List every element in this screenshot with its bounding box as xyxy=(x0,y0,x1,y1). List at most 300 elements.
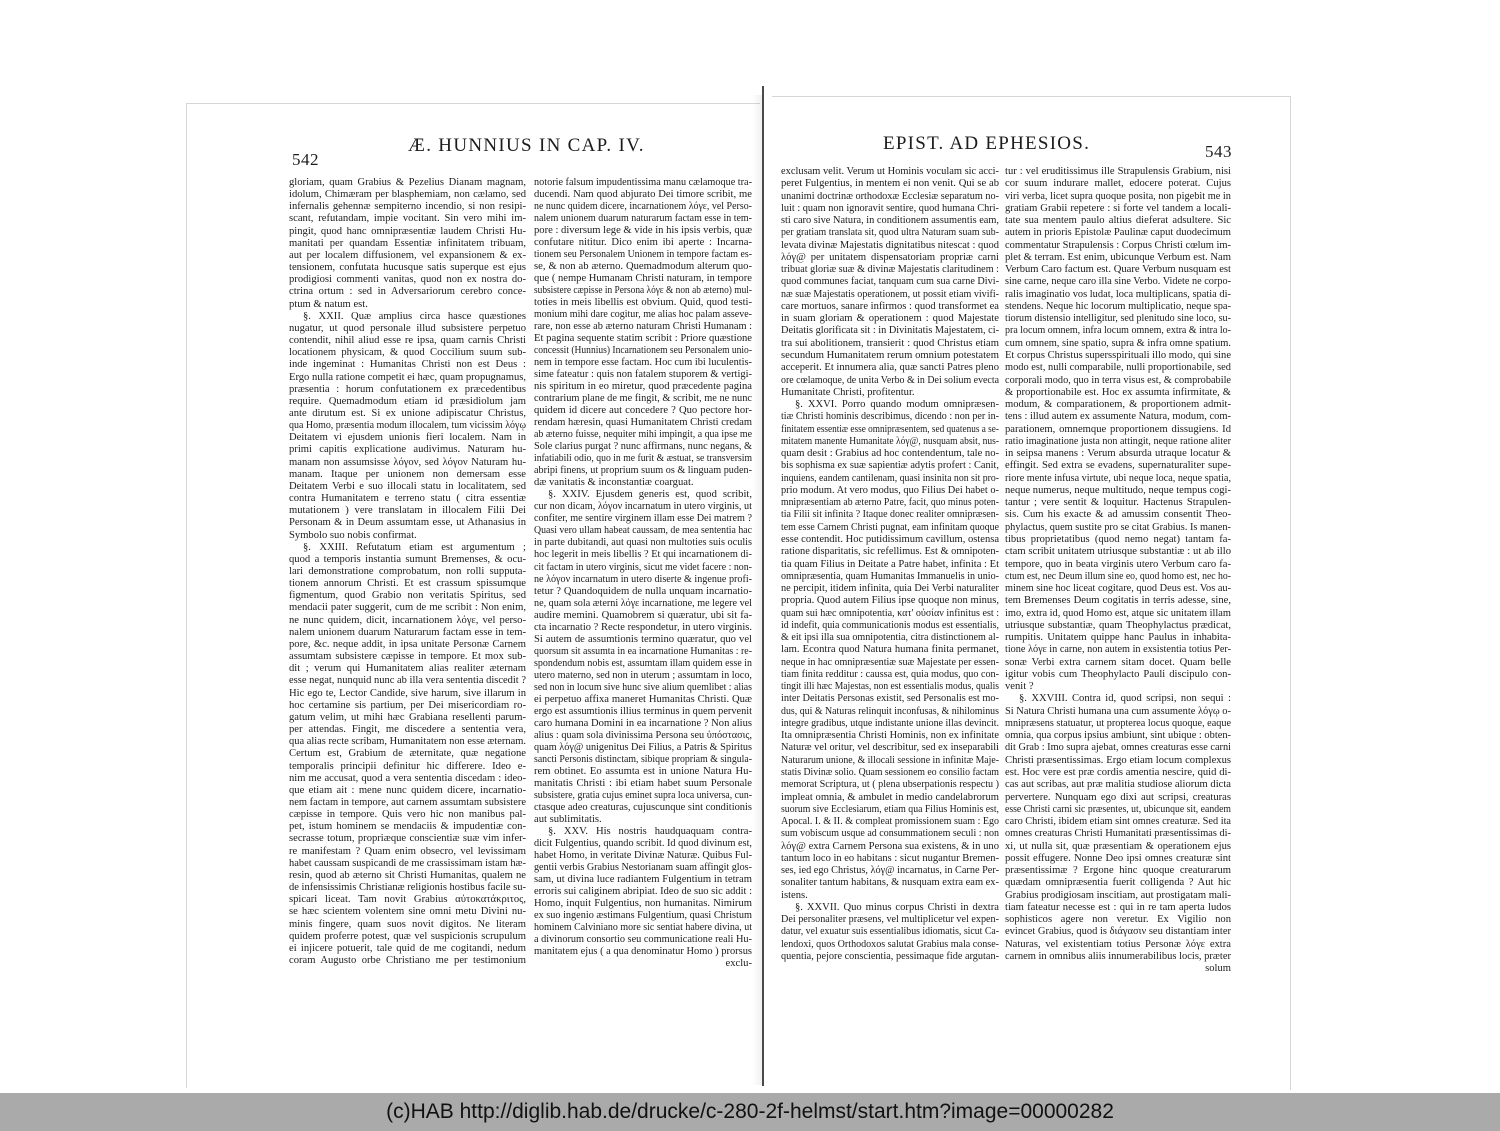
text-line xyxy=(534,742,752,754)
right-running-head: EPIST. AD EPHESIOS. xyxy=(883,133,1091,154)
text-line xyxy=(289,833,526,845)
text-line xyxy=(289,493,526,505)
line-text: stendens. Neque hic locorum multiplicatio, neque spa- xyxy=(1005,300,1231,312)
line-text: §. XXIV. Ejusdem generis est, quod scribit, xyxy=(548,489,752,501)
line-text: Grabius prodigiosam inscitiam, aut prostigatam mali- xyxy=(1005,889,1231,901)
text-line xyxy=(1005,779,1231,791)
line-text: statis Divinæ solio. Quam sessionem eo consilio factam xyxy=(781,767,999,779)
text-line xyxy=(781,460,999,472)
line-text: tate sua mentem paulo altius dieferat adsultere. Sic xyxy=(1005,215,1231,227)
line-text: sancti Personis distinctam, sibique propriam & singula- xyxy=(534,753,752,765)
text-line xyxy=(289,919,526,931)
text-line xyxy=(1005,877,1231,889)
text-line xyxy=(1005,890,1231,902)
text-line xyxy=(289,846,526,858)
line-text: parationem, omnemque proportionem dissugiens. Id xyxy=(1005,423,1231,435)
text-line xyxy=(289,517,526,529)
line-text: Symbolo suo nobis confirmat. xyxy=(289,529,417,541)
text-line xyxy=(1005,755,1231,767)
line-text: hominem Calviniano more sic sentiat habere divina, ut xyxy=(534,921,752,933)
text-line xyxy=(289,335,526,347)
text-line xyxy=(534,465,752,477)
left-page-top-edge xyxy=(186,103,760,104)
text-line xyxy=(289,809,526,821)
text-line xyxy=(1005,595,1231,607)
text-line xyxy=(534,297,752,309)
text-line xyxy=(1005,792,1231,804)
line-text: qua alias recte scribam, Humanitatem non esse æternam. xyxy=(289,736,526,748)
text-line xyxy=(1005,522,1231,534)
text-line xyxy=(781,338,999,350)
line-text: ex suo ingenio æstimans Fulgentium, quasi Christum xyxy=(534,909,752,921)
text-line xyxy=(1005,325,1231,337)
line-text: hoc certamine sis partium, per Dei misericordiam ro- xyxy=(289,699,526,711)
text-line xyxy=(781,841,999,853)
line-text: tione λόγε in carne, non autem in exsistentia totius Per- xyxy=(1005,644,1231,656)
text-line xyxy=(1005,436,1231,448)
line-text: Si autem de assumtionis termino quæratur, quo vel xyxy=(534,633,752,645)
text-line xyxy=(1005,166,1231,178)
line-text: ei perpetuo affixa maneret Humanitas Christi. Quæ xyxy=(534,693,752,705)
text-line xyxy=(534,790,752,802)
line-text: mitatem manente Humanitate λόγ@, nusquam absit, nus- xyxy=(781,435,999,447)
line-text: Deitatis glorificata sit : in Divinitatis Majestatem, ci- xyxy=(781,325,999,337)
line-text: gentii verbis Grabius Nestorianam suam affingit glos- xyxy=(534,861,752,873)
text-line xyxy=(781,853,999,865)
text-line xyxy=(781,178,999,190)
text-line xyxy=(534,525,752,537)
text-line xyxy=(534,778,752,790)
line-text: manitati per quandam Essentiæ infinitatem tribuam, xyxy=(289,237,526,249)
text-line xyxy=(289,359,526,371)
line-text: alius : quam sola divinissima Persona seu ὑπόστασις, xyxy=(534,729,752,741)
text-line xyxy=(289,432,526,444)
line-text: §. XXVII. Quo minus corpus Christi in dextra xyxy=(795,901,999,913)
line-text: pore, &c. neque addit, in ipsa unitate Personæ Carnem xyxy=(289,638,526,650)
text-line xyxy=(781,620,999,632)
text-line xyxy=(534,682,752,694)
line-text: mnipræsentiam ab æterno Patre, facit, quo minus poten- xyxy=(781,497,999,509)
text-line xyxy=(289,299,526,311)
text-line xyxy=(781,632,999,644)
line-text: levata divinæ Majestatis dignitatibus nitescat : quod xyxy=(781,239,999,251)
line-text: prodigiosi commenti vanitas, quod non ex nostra do- xyxy=(289,274,526,286)
line-text: mnipræsens statuatur, ut propterea locus quoque, eaque xyxy=(1005,717,1231,729)
text-line xyxy=(289,761,526,773)
line-text: concessit (Hunnius) Incarnationem seu Personalem unio- xyxy=(534,345,752,357)
text-line xyxy=(1005,460,1231,472)
text-line xyxy=(1005,497,1231,509)
text-line xyxy=(289,712,526,724)
text-line xyxy=(1005,227,1231,239)
text-line xyxy=(781,448,999,460)
text-line xyxy=(781,681,999,693)
text-line xyxy=(1005,387,1231,399)
text-line xyxy=(781,301,999,313)
text-line xyxy=(534,177,752,189)
line-text: contra Humanitatem e terreno statu ( citra essentiæ xyxy=(289,493,526,505)
text-line xyxy=(781,362,999,374)
line-text: dæ vanitatis & inconstantiæ coarguat. xyxy=(534,477,694,489)
text-line xyxy=(534,826,752,838)
line-text: ctum est, nec Deum illum sine eo, quod homo est, nec ho- xyxy=(1005,570,1231,582)
text-line xyxy=(781,252,999,264)
copyright-footer: (c)HAB http://diglib.hab.de/drucke/c-280-2f-helmst/start.htm?image=00000282 xyxy=(0,1093,1500,1131)
line-text: caro humana Domini in ea incarnatione ? Non alius xyxy=(534,717,752,729)
text-line xyxy=(1005,473,1231,485)
left-page-column-2 xyxy=(534,177,752,970)
text-line xyxy=(781,767,999,779)
line-text: manitatem ejus ( a qua denominatur Homo ) prorsus xyxy=(534,946,752,957)
line-text: cum omnem, sine spatio, supra & infra omne spatium. xyxy=(1005,337,1231,349)
text-line xyxy=(781,693,999,705)
text-line xyxy=(534,393,752,405)
text-line xyxy=(289,724,526,736)
text-line xyxy=(1005,951,1231,963)
line-text: neque in hac omnipræsentiæ suæ Majestate per essen- xyxy=(781,656,999,668)
line-text: toties in meis libellis est obvium. Quid, quod testi- xyxy=(534,297,752,309)
text-line xyxy=(1005,841,1231,853)
text-line xyxy=(781,240,999,252)
line-text: Quasi vero ullam habeat caussam, de mea sententia hac xyxy=(534,525,752,537)
text-line xyxy=(534,201,752,213)
text-line xyxy=(534,417,752,429)
text-line xyxy=(289,530,526,542)
line-text: secundum Humanitatem rerum omnium potestatem xyxy=(781,349,999,361)
text-line xyxy=(534,586,752,598)
line-text: Ita omnipræsentia Christi Hominis, non ex infinitate xyxy=(781,730,999,742)
line-text: utriusque substantiæ, quam Theophylactus prædicat, xyxy=(1005,619,1231,631)
text-line xyxy=(289,189,526,201)
text-line xyxy=(1005,338,1231,350)
text-line xyxy=(1005,828,1231,840)
text-line xyxy=(534,934,752,946)
text-line xyxy=(1005,375,1231,387)
text-line xyxy=(1005,620,1231,632)
text-line xyxy=(1005,240,1231,252)
text-line xyxy=(781,730,999,742)
text-line xyxy=(1005,264,1231,276)
text-line xyxy=(534,922,752,934)
line-text: Certum est, Grabium de æternitate, quæ negatione xyxy=(289,748,526,760)
line-text: cor suum indurare mallet, edocere poterat. Cujus xyxy=(1005,178,1231,190)
line-text: ei injicere potuerit, tale quid de me cogitandi, nedum xyxy=(289,942,526,954)
line-text: venit ? xyxy=(1005,681,1034,693)
right-page-number: 543 xyxy=(1205,142,1232,161)
line-text: se, & non ab æterno. Quemadmodum alterum quo- xyxy=(534,261,752,273)
text-line xyxy=(534,189,752,201)
line-text: audire memini. Quamobrem si quæratur, ubi sit fa- xyxy=(534,609,752,621)
text-line xyxy=(781,951,999,963)
line-text: §. XXIII. Refutatum etiam est argumentum ; xyxy=(303,541,526,553)
text-line xyxy=(1005,583,1231,595)
line-text: tra sui abolitionem, transierit : quod Christus etiam xyxy=(781,337,999,349)
text-line xyxy=(781,902,999,914)
text-line xyxy=(534,285,752,297)
line-text: cit factam in utero virginis, sicut me videt facere : non- xyxy=(534,561,752,573)
line-text: manam non assumsisse λόγον, sed λόγον Naturam hu- xyxy=(289,456,526,468)
text-line xyxy=(781,877,999,889)
text-line xyxy=(534,718,752,730)
text-line xyxy=(289,311,526,323)
line-text: Sole clarius purgat ? nunc affirmans, nunc negans, & xyxy=(534,441,752,453)
text-line xyxy=(289,882,526,894)
text-line xyxy=(289,797,526,809)
text-line xyxy=(289,675,526,687)
line-text: tensionem, confutata hucusque satis superque est ejus xyxy=(289,262,526,274)
text-line xyxy=(534,850,752,862)
line-text: sum vobiscum usque ad consummationem seculi : non xyxy=(781,828,999,840)
line-text: tingit illi hæc Majestas, non est essentialis modus, qualis xyxy=(781,681,999,693)
text-line xyxy=(534,405,752,417)
text-line xyxy=(534,658,752,670)
line-text: primi capitis explicatione audivimus. Naturam hu- xyxy=(289,444,526,456)
catchword: solum xyxy=(1205,963,1231,975)
line-text: cta incarnatio ? Recte respondetur, in utero virginis. xyxy=(534,621,752,633)
line-text: aut sublimitatis. xyxy=(534,813,602,825)
line-text: ptum & natum est. xyxy=(289,298,368,310)
line-text: ctasque adeo creaturas, cujuscunque sint conditionis xyxy=(534,801,752,813)
line-text: tiam finita redditur : caussa est, quia modus, quo con- xyxy=(781,668,999,680)
line-text: se hæc scientem volentem sine omni metu Divini nu- xyxy=(289,906,526,918)
line-text: quod communes faciat, tanquam cum sua carne Divi- xyxy=(781,276,999,288)
line-text: exclusam velit. Verum ut Hominis voculam sic acci- xyxy=(781,166,999,177)
text-line xyxy=(1005,276,1231,288)
line-text: xi, ut nulla sit, quæ præsentiam & operationem ejus xyxy=(1005,840,1231,852)
line-text: Homo, inquit Fulgentius, non humanitas. Nimirum xyxy=(534,897,752,909)
text-line xyxy=(781,914,999,926)
line-text: datur, vel exuatur suis essentialibus idiomatis, sicut Ca- xyxy=(781,926,999,938)
line-text: autem in prioris Epistolæ Paulinæ caput duodecimum xyxy=(1005,227,1231,239)
line-text: nem factam in tempore, aut carnem assumtam subsistere xyxy=(289,796,526,808)
text-line xyxy=(1005,534,1231,546)
line-text: nem in tempore esse factam. Hoc cum ibi luculentis- xyxy=(534,357,752,369)
line-text: esse contendit. Hoc putidissimum cavillum, ostensa xyxy=(781,533,999,545)
text-line xyxy=(781,350,999,362)
line-text: subsistere cæpisse in Persona λόγε & non ab æterno) mul- xyxy=(534,285,752,297)
text-line xyxy=(289,323,526,335)
line-text: tem esse Carnem Christi pugnat, eam infinitam quoque xyxy=(781,521,999,533)
line-text: ne nunc quidem dicere, incarnationem λόγε, vel Perso- xyxy=(534,201,752,213)
line-text: corporali modo, quo in terra visus est, & comprobabile xyxy=(1005,374,1231,386)
text-line xyxy=(534,886,752,898)
text-line xyxy=(534,213,752,225)
line-text: qua Homo, præsentia modum illocalem, tum vicissim λόγῳ xyxy=(289,420,526,432)
text-line xyxy=(534,549,752,561)
line-text: omnipræsentia, quam Humanitas Immanuelis in unio- xyxy=(781,570,999,582)
text-line xyxy=(1005,559,1231,571)
line-text: quorsum sit assumta in ea incarnatione Humanitas : re- xyxy=(534,645,752,657)
text-line xyxy=(1005,706,1231,718)
line-text: notorie falsum impudentissima manu cælamoque tra- xyxy=(534,177,752,188)
line-text: dicit Fulgentius, quando scribit. Id quod divinum est, xyxy=(534,837,752,849)
text-line xyxy=(534,453,752,465)
line-text: pingit, quod hanc omnipræsentiæ laudem Christi Hu- xyxy=(289,225,526,237)
line-text: dus, qui & Naturas relinquit inconfusas, & nihilominus xyxy=(781,705,999,717)
line-text: in parte dubitandi, aut quasi non multoties suis oculis xyxy=(534,537,752,549)
text-line xyxy=(534,489,752,501)
text-line xyxy=(781,644,999,656)
text-line xyxy=(781,657,999,669)
text-line xyxy=(534,333,752,345)
line-text: §. XXVIII. Contra id, quod scripsi, non sequi : xyxy=(1019,693,1231,705)
line-text: præsentia : horum confutationem ex præcedentibus xyxy=(289,383,526,395)
left-page-number: 542 xyxy=(292,150,319,169)
line-text: imo, extra id, quod Homo est, atque sic unitatem illam xyxy=(1005,607,1231,619)
text-line xyxy=(781,926,999,938)
line-text: sis. Cum his exacte & ad amussim consentit Theo- xyxy=(1005,509,1231,521)
text-line xyxy=(534,802,752,814)
text-line xyxy=(781,755,999,767)
line-text: coram Augusto orbe Christiano me per testimonium xyxy=(289,955,526,966)
text-line xyxy=(289,469,526,481)
line-text: de infensissimis Christianæ religionis hostibus facile su- xyxy=(289,882,526,894)
line-text: sam, ut divina luce radiantem Fulgentium in tetram xyxy=(534,873,752,885)
text-line xyxy=(781,473,999,485)
line-text: lendoxi, quos Orthodoxos salutat Grabius mala conse- xyxy=(781,938,999,950)
text-line xyxy=(534,898,752,910)
line-text: spondendum nobis est, assumtam illam quidem esse in xyxy=(534,657,752,669)
text-line xyxy=(289,250,526,262)
text-line xyxy=(781,509,999,521)
text-line xyxy=(534,441,752,453)
text-line xyxy=(289,906,526,918)
text-line xyxy=(534,225,752,237)
text-line xyxy=(534,309,752,321)
text-line xyxy=(1005,816,1231,828)
line-text: locationem physicam, & quod Coccilium suum sub- xyxy=(289,347,526,359)
line-text: inter Deitatis Personas existit, sed Personalis est mo- xyxy=(781,693,999,705)
text-line xyxy=(781,669,999,681)
text-line xyxy=(781,215,999,227)
left-running-head: Æ. HUNNIUS IN CAP. IV. xyxy=(408,135,645,156)
text-line xyxy=(1005,644,1231,656)
text-line xyxy=(289,238,526,250)
line-text: est. Hoc vere est præ cordis amentia nescire, quid di- xyxy=(1005,767,1231,779)
line-text: quidem id dicere aut concedere ? Quo pectore hor- xyxy=(534,405,752,417)
line-text: bis sophisma ex suæ sapientiæ adytis profert : Canit, xyxy=(781,460,999,472)
text-line xyxy=(1005,509,1231,521)
line-text: §. XXVI. Porro quando modum omnipræsen- xyxy=(795,399,999,411)
line-text: esse Christi carni sic præsentes, ut, ubicunque sit, eandem xyxy=(1005,803,1231,815)
text-line xyxy=(781,742,999,754)
line-text: tribuat gloriæ suæ & divinæ Majestatis claritudinem : xyxy=(781,264,999,276)
text-line xyxy=(534,321,752,333)
text-line xyxy=(534,622,752,634)
text-line xyxy=(1005,546,1231,558)
text-line xyxy=(1005,215,1231,227)
text-line xyxy=(534,706,752,718)
line-text: subsistere, gratia cujus eminet supra loca universa, cun- xyxy=(534,789,752,801)
line-text: Deitatem vi ejusdem unionis fieri localem. Nam in xyxy=(289,432,526,444)
text-line xyxy=(781,191,999,203)
text-line xyxy=(289,615,526,627)
text-line xyxy=(781,387,999,399)
text-line xyxy=(289,554,526,566)
line-text: quam sui hæc omnipotentia, κατ' οὐσίαν infinitus est : xyxy=(781,607,999,619)
text-line xyxy=(534,838,752,850)
line-text: quam desit : Grabius ad hoc contendentum, tale no- xyxy=(781,448,999,460)
text-line xyxy=(1005,669,1231,681)
text-line xyxy=(289,213,526,225)
line-text: tantum loco in eo habitans : sicut nugantur Bremen- xyxy=(781,852,999,864)
text-line xyxy=(289,931,526,943)
text-line xyxy=(534,862,752,874)
line-text: quædam omnipræsentia fuerit colligenda ? Aut hic xyxy=(1005,877,1231,889)
line-text: Humanitate Christi, profitentur. xyxy=(781,386,915,398)
line-text: gloriam, quam Grabius & Pezelius Dianam magnam, xyxy=(289,177,526,188)
line-text: hoc legerit in meis libellis ? Et qui incarnationem di- xyxy=(534,549,752,561)
line-text: unanimi doctrinæ orthodoxæ Ecclesiæ separatum no- xyxy=(781,190,999,202)
line-text: Dei personaliter præsens, vel multiplicetur vel expen- xyxy=(781,914,999,926)
line-text: aut per localem diffusionem, vel expansionem & ex- xyxy=(289,249,526,261)
line-text: ne percipit, itidem infinita, quia Dei Verbi naturaliter xyxy=(781,583,999,595)
text-line xyxy=(1005,399,1231,411)
text-line xyxy=(781,890,999,902)
line-text: cas aut scribas, aut præ malitia studiose aliorum dicta xyxy=(1005,779,1231,791)
line-text: omnia, qua corpus ipsius ambiunt, sint ubique : obten- xyxy=(1005,730,1231,742)
text-line xyxy=(289,201,526,213)
line-text: idolum, Chimæram per blasphemiam, non cælamo, sed xyxy=(289,189,526,201)
line-text: sti caro sive Natura, in conditionem assumentis eam, xyxy=(781,215,999,227)
text-line xyxy=(289,821,526,833)
line-text: peret Fulgentius, in mentem ei non venit. Qui se ab xyxy=(781,178,999,190)
right-page-column-2 xyxy=(1005,166,1231,976)
text-line xyxy=(289,870,526,882)
text-line xyxy=(1005,424,1231,436)
text-line xyxy=(534,477,752,489)
text-line xyxy=(1005,411,1231,423)
text-line xyxy=(534,598,752,610)
text-line xyxy=(781,546,999,558)
text-line xyxy=(1005,681,1231,693)
line-text: tempore, quo in beata virginis utero Verbum caro fa- xyxy=(1005,558,1231,570)
line-text: & eit ipsi illa sua omnipotentia, citra distinctionem al- xyxy=(781,632,999,644)
gutter-shadow xyxy=(752,95,762,1085)
left-page-column-1 xyxy=(289,177,526,967)
line-text: Hic ego te, Lector Candide, sive harum, sive illarum in xyxy=(289,687,526,699)
line-text: gratiam Grabii repetere : si forte vel tandem a locali- xyxy=(1005,202,1231,214)
text-line xyxy=(781,325,999,337)
line-text: ratione disparitatis, sic refellimus. Est & omnipoten- xyxy=(781,546,999,558)
text-line xyxy=(289,566,526,578)
line-text: omnes creaturas Christi Humanitati præsentissimas di- xyxy=(1005,828,1231,840)
text-line xyxy=(781,804,999,816)
text-line xyxy=(289,226,526,238)
text-line xyxy=(289,372,526,384)
line-text: Naturarum unione, & illocali sessione in infinitæ Maje- xyxy=(781,754,999,766)
text-line xyxy=(1005,865,1231,877)
line-text: inquiens, eandem cantilenam, quasi insinita non sit pro- xyxy=(781,472,999,484)
line-text: mendacii pater suggerit, cum de me scribit : Non enim, xyxy=(289,602,526,614)
text-line xyxy=(781,608,999,620)
line-text: dit ; verum qui Humanitatem alias realiter æternam xyxy=(289,663,526,675)
text-line xyxy=(534,574,752,586)
line-text: possit effugere. Nonne Deo ipsi omnes creaturæ sint xyxy=(1005,852,1231,864)
text-line xyxy=(289,943,526,955)
text-line xyxy=(781,203,999,215)
text-line xyxy=(289,748,526,760)
text-line xyxy=(1005,926,1231,938)
text-line xyxy=(1005,632,1231,644)
line-text: tia Filii sit infinita ? Itaque donec realiter omnipræsen- xyxy=(781,509,999,521)
line-text: mutationem ) vere translatam in illocalem Filii Dei xyxy=(289,505,526,517)
text-line xyxy=(289,602,526,614)
text-line xyxy=(289,590,526,602)
text-line xyxy=(534,754,752,766)
line-text: phylactus, quem sustite pro se citat Grabius. Is manen- xyxy=(1005,521,1231,533)
line-text: Et corpus Christus supersspirituali illo modo, qui sine xyxy=(1005,349,1231,361)
